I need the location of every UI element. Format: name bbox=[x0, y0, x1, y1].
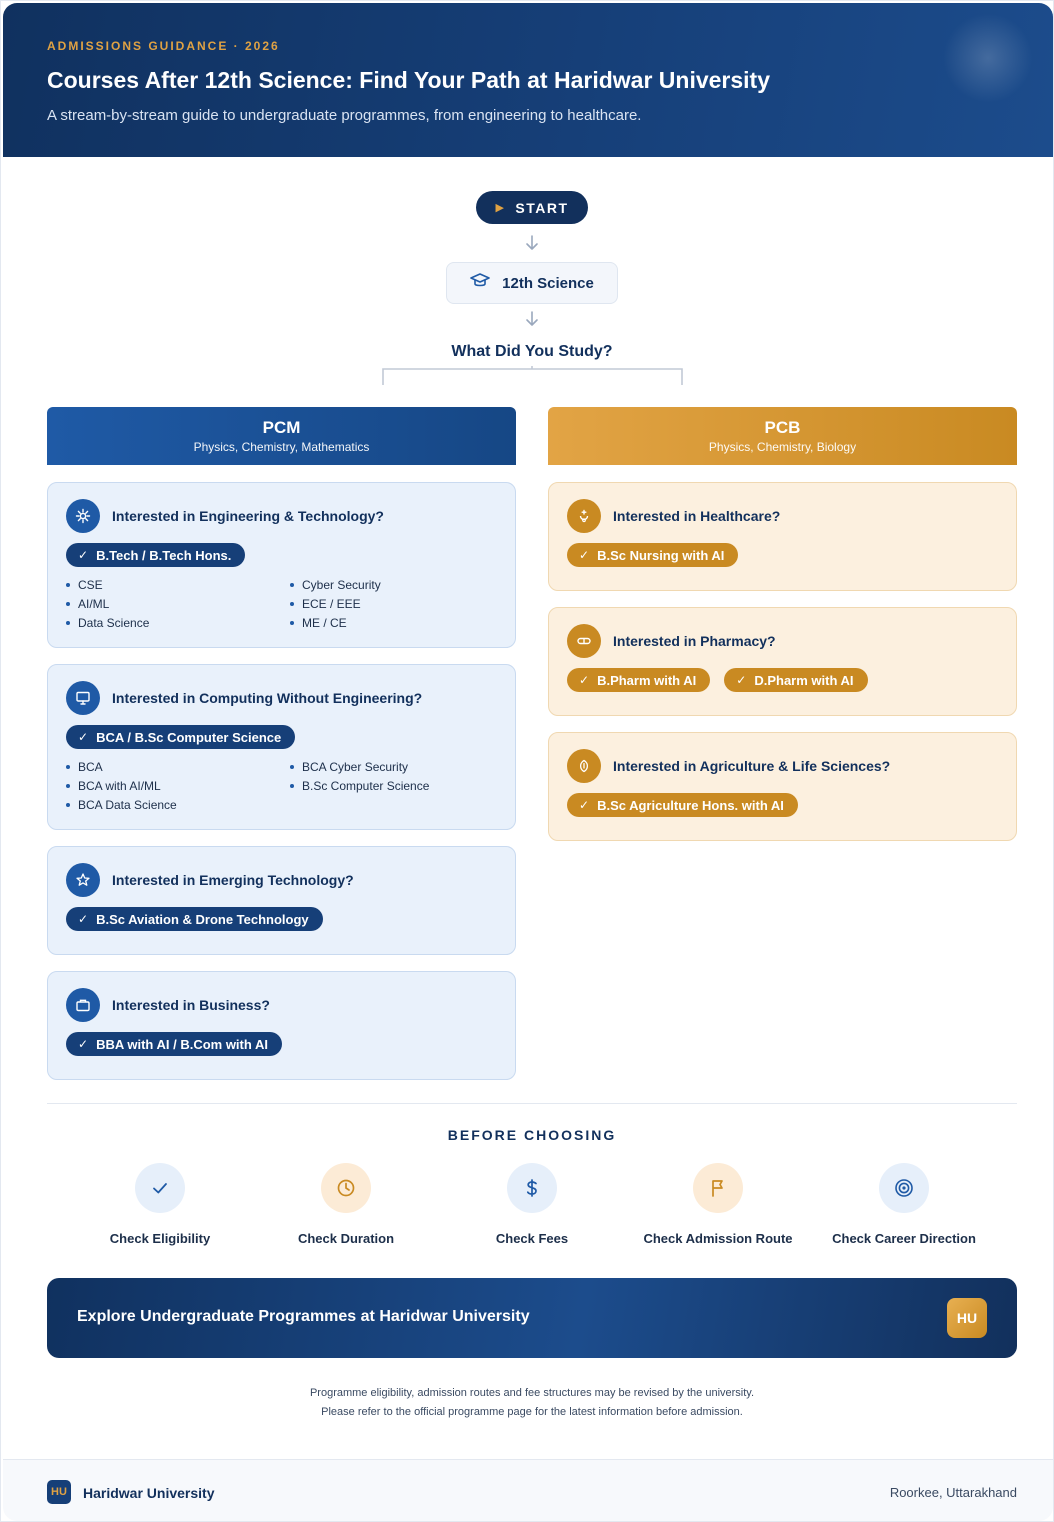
pill-icon bbox=[567, 624, 601, 658]
list-item: Cyber Security bbox=[290, 577, 506, 593]
hero-glow bbox=[943, 13, 1033, 103]
check-icon: ✓ bbox=[78, 1037, 89, 1051]
card-question: Interested in Agriculture & Life Sciences? bbox=[613, 758, 891, 774]
programme-chip[interactable] bbox=[567, 668, 710, 692]
checkmark-icon bbox=[135, 1163, 185, 1213]
footer-university-name: Haridwar University bbox=[83, 1485, 215, 1501]
check-icon: ✓ bbox=[78, 912, 89, 926]
stream-subjects: Physics, Chemistry, Mathematics bbox=[193, 440, 370, 454]
check-career-direction bbox=[811, 1163, 997, 1246]
explore-programmes-banner[interactable] bbox=[47, 1278, 1017, 1358]
target-icon bbox=[879, 1163, 929, 1213]
stream-question: What Did You Study? bbox=[451, 343, 613, 360]
list-item: ECE / EEE bbox=[290, 596, 506, 612]
list-item: ME / CE bbox=[290, 615, 506, 631]
footer bbox=[3, 1459, 1053, 1521]
stream-header-pcb bbox=[548, 407, 1017, 465]
pcm-card-emerging bbox=[47, 846, 516, 955]
list-item: CSE bbox=[66, 577, 290, 593]
before-choosing-title: BEFORE CHOOSING bbox=[447, 1127, 617, 1143]
card-question: Interested in Pharmacy? bbox=[613, 633, 776, 649]
page-title: Courses After 12th Science: Find Your Path at Haridwar University bbox=[47, 67, 770, 93]
medical-icon bbox=[567, 499, 601, 533]
hero-header bbox=[3, 3, 1053, 157]
section-divider bbox=[47, 1103, 1017, 1104]
start-button[interactable] bbox=[476, 191, 588, 224]
card-question: Interested in Business? bbox=[112, 997, 270, 1013]
pcb-card-pharmacy bbox=[548, 607, 1017, 716]
programme-chip[interactable] bbox=[66, 907, 323, 931]
stream-subjects: Physics, Chemistry, Biology bbox=[708, 440, 857, 454]
branch-connector bbox=[382, 366, 683, 386]
programme-chip[interactable] bbox=[567, 543, 738, 567]
monitor-icon bbox=[66, 681, 100, 715]
list-item: BCA with AI/ML bbox=[66, 778, 290, 794]
cta-text: Explore Undergraduate Programmes at Haridwar University bbox=[77, 1308, 530, 1325]
list-item: BCA bbox=[66, 759, 290, 775]
list-item: BCA Data Science bbox=[66, 797, 290, 813]
check-icon: ✓ bbox=[78, 730, 89, 744]
flag-icon bbox=[693, 1163, 743, 1213]
programme-chip[interactable] bbox=[66, 543, 245, 567]
check-label: Check Fees bbox=[495, 1231, 569, 1246]
chip-label: B.Pharm with AI bbox=[597, 672, 697, 688]
footer-location: Roorkee, Uttarakhand bbox=[889, 1485, 1017, 1500]
list-item: Data Science bbox=[66, 615, 290, 631]
check-label: Check Admission Route bbox=[643, 1231, 793, 1246]
footer-logo: HU bbox=[47, 1480, 71, 1504]
pcb-card-agriculture bbox=[548, 732, 1017, 841]
disclaimer-note bbox=[1, 1384, 1054, 1422]
check-admission-route bbox=[625, 1163, 811, 1246]
check-duration bbox=[253, 1163, 439, 1246]
list-item: B.Sc Computer Science bbox=[290, 778, 506, 794]
chip-label: BCA / B.Sc Computer Science bbox=[96, 729, 282, 745]
check-label: Check Duration bbox=[297, 1231, 395, 1246]
pcm-card-computing bbox=[47, 664, 516, 830]
programme-chip[interactable] bbox=[724, 668, 867, 692]
check-fees bbox=[439, 1163, 625, 1246]
clock-icon bbox=[321, 1163, 371, 1213]
pcm-card-business bbox=[47, 971, 516, 1080]
card-question: Interested in Engineering & Technology? bbox=[112, 508, 384, 524]
leaf-icon bbox=[567, 749, 601, 783]
stream-name: PCM bbox=[262, 418, 301, 437]
check-label: Check Eligibility bbox=[109, 1231, 211, 1246]
card-question: Interested in Emerging Technology? bbox=[112, 872, 354, 888]
programme-chip[interactable] bbox=[567, 793, 798, 817]
star-icon bbox=[66, 863, 100, 897]
arrow-down-icon bbox=[524, 234, 540, 252]
note-line: Please refer to the official programme page for the latest information before admission. bbox=[321, 1406, 743, 1418]
programme-chip[interactable] bbox=[66, 725, 295, 749]
eyebrow-label: ADMISSIONS GUIDANCE · 2026 bbox=[47, 39, 280, 53]
check-icon: ✓ bbox=[579, 798, 590, 812]
card-question: Interested in Healthcare? bbox=[613, 508, 781, 524]
chip-label: BBA with AI / B.Com with AI bbox=[96, 1036, 268, 1052]
stream-name: PCB bbox=[764, 418, 801, 437]
arrow-down-icon bbox=[524, 310, 540, 328]
graduation-cap-icon bbox=[470, 273, 490, 293]
stream-header-pcm bbox=[47, 407, 516, 465]
start-label: START bbox=[515, 199, 569, 216]
programme-chip[interactable] bbox=[66, 1032, 282, 1056]
check-label: Check Career Direction bbox=[832, 1231, 976, 1246]
list-item: BCA Cyber Security bbox=[290, 759, 506, 775]
briefcase-icon bbox=[66, 988, 100, 1022]
list-item: AI/ML bbox=[66, 596, 290, 612]
chip-label: B.Sc Nursing with AI bbox=[597, 547, 725, 563]
gear-icon bbox=[66, 499, 100, 533]
chip-label: B.Sc Aviation & Drone Technology bbox=[96, 911, 309, 927]
page-subtitle: A stream-by-stream guide to undergraduate programmes, from engineering to healthcare. bbox=[47, 107, 642, 124]
chip-label: B.Tech / B.Tech Hons. bbox=[96, 547, 232, 563]
science-node bbox=[446, 262, 618, 304]
chip-label: D.Pharm with AI bbox=[754, 672, 854, 688]
check-icon: ✓ bbox=[78, 548, 89, 562]
check-icon: ✓ bbox=[736, 673, 747, 687]
pcb-card-healthcare bbox=[548, 482, 1017, 591]
card-question: Interested in Computing Without Engineering? bbox=[112, 690, 423, 706]
dollar-icon bbox=[507, 1163, 557, 1213]
play-icon: ▶ bbox=[495, 202, 506, 214]
note-line: Programme eligibility, admission routes and fee structures may be revised by the university. bbox=[309, 1387, 755, 1399]
check-icon: ✓ bbox=[579, 548, 590, 562]
chip-label: B.Sc Agriculture Hons. with AI bbox=[597, 797, 784, 813]
check-eligibility bbox=[67, 1163, 253, 1246]
university-logo: HU bbox=[947, 1298, 987, 1338]
pcm-card-engineering bbox=[47, 482, 516, 648]
check-icon: ✓ bbox=[579, 673, 590, 687]
science-label: 12th Science bbox=[502, 274, 594, 292]
